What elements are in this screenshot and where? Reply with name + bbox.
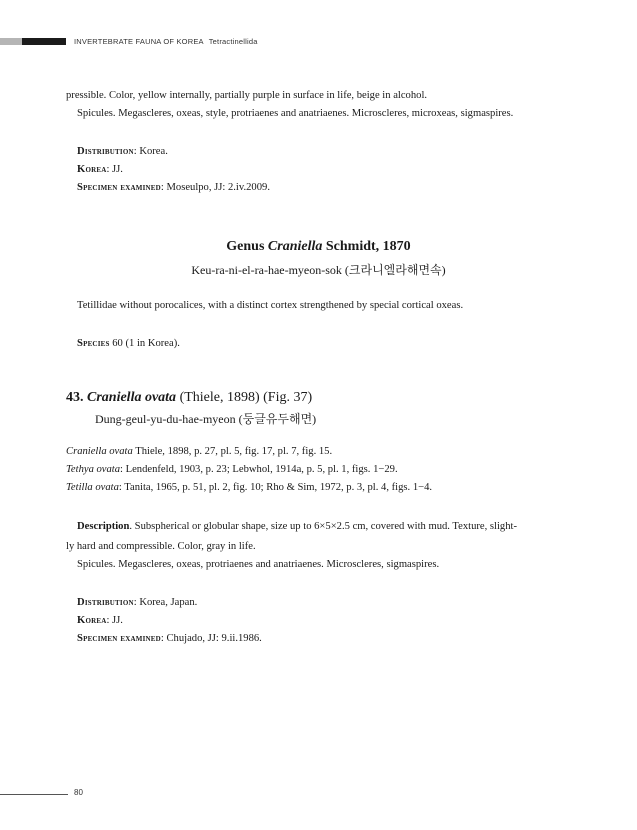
synonym-line — [66, 481, 432, 495]
species-name: Craniella ovata — [87, 390, 177, 405]
running-header — [74, 37, 258, 46]
specimen-value: : Moseulpo, JJ: 2.iv.2009. — [160, 182, 270, 193]
genus-korean-name: Keu-ra-ni-el-ra-hae-myeon-sok (크라니엘라해면속) — [191, 263, 446, 277]
genus-name: Craniella — [267, 239, 323, 254]
korea-line — [77, 163, 123, 177]
description-continuation: pressible. Color, yellow internally, partially purple in surface in life, beige in alcohol. — [66, 90, 428, 101]
synonym-line — [66, 445, 332, 459]
specimen-line — [77, 181, 270, 195]
distribution-value: : Korea. — [133, 146, 168, 157]
korea-value: : JJ. — [106, 615, 123, 626]
synonym-ref: : Lendenfeld, 1903, p. 23; Lebwhol, 1914a, p. 5, pl. 1, figs. 1−29. — [120, 464, 398, 475]
spicules-text: Spicules. Megascleres, oxeas, protriaenes and anatriaenes. Microscleres, sigmaspires. — [77, 559, 440, 570]
header-bar-dark — [22, 38, 66, 45]
species-count-value: 60 (1 in Korea). — [109, 338, 180, 349]
species-count-label: Species — [77, 338, 110, 349]
genus-author: Schmidt, 1870 — [322, 239, 411, 254]
synonym-ref: Thiele, 1898, p. 27, pl. 5, fig. 17, pl. 7, fig. 15. — [132, 446, 333, 457]
footer-rule — [0, 794, 68, 795]
description-label: Description — [77, 521, 130, 532]
distribution-value: : Korea, Japan. — [133, 597, 198, 608]
genus-diagnosis: Tetillidae without porocalices, with a distinct cortex strengthened by special cortical oxeas. — [77, 300, 464, 311]
species-heading — [66, 390, 312, 406]
genus-prefix: Genus — [226, 239, 268, 254]
description-text: . Subspherical or globular shape, size up to 6×5×2.5 cm, covered with mud. Texture, slight- — [129, 521, 517, 532]
species-number: 43. — [66, 390, 84, 405]
distribution-line — [77, 596, 197, 610]
synonym-line — [66, 463, 398, 477]
distribution-line — [77, 145, 168, 159]
description-line — [77, 520, 517, 534]
synonym-name: Tetilla ovata — [66, 482, 119, 493]
distribution-label: Distribution — [77, 146, 134, 157]
page-number: 80 — [74, 788, 83, 797]
korea-label: Korea — [77, 615, 107, 626]
description-line-2: ly hard and compressible. Color, gray in life. — [66, 541, 256, 552]
specimen-value: : Chujado, JJ: 9.ii.1986. — [160, 633, 262, 644]
korea-line — [77, 614, 123, 628]
header-bar-light — [0, 38, 22, 45]
synonym-name: Tethya ovata — [66, 464, 121, 475]
header-subtitle: Tetractinellida — [208, 37, 258, 46]
species-author: (Thiele, 1898) (Fig. 37) — [176, 390, 313, 405]
korea-label: Korea — [77, 164, 107, 175]
species-count-line — [77, 337, 180, 351]
header-title: INVERTEBRATE FAUNA OF KOREA — [74, 37, 204, 46]
synonym-ref: : Tanita, 1965, p. 51, pl. 2, fig. 10; Rho & Sim, 1972, p. 3, pl. 4, figs. 1−4. — [118, 482, 433, 493]
genus-heading — [0, 239, 637, 255]
spicules-text: Spicules. Megascleres, oxeas, style, protriaenes and anatriaenes. Microscleres, microxeas, sigmaspires. — [77, 108, 514, 119]
species-korean-name: Dung-geul-yu-du-hae-myeon (둥글유두해면) — [95, 412, 317, 426]
specimen-label: Specimen examined — [77, 182, 161, 193]
specimen-label: Specimen examined — [77, 633, 161, 644]
distribution-label: Distribution — [77, 597, 134, 608]
specimen-line — [77, 632, 262, 646]
korea-value: : JJ. — [106, 164, 123, 175]
synonym-name: Craniella ovata — [66, 446, 133, 457]
